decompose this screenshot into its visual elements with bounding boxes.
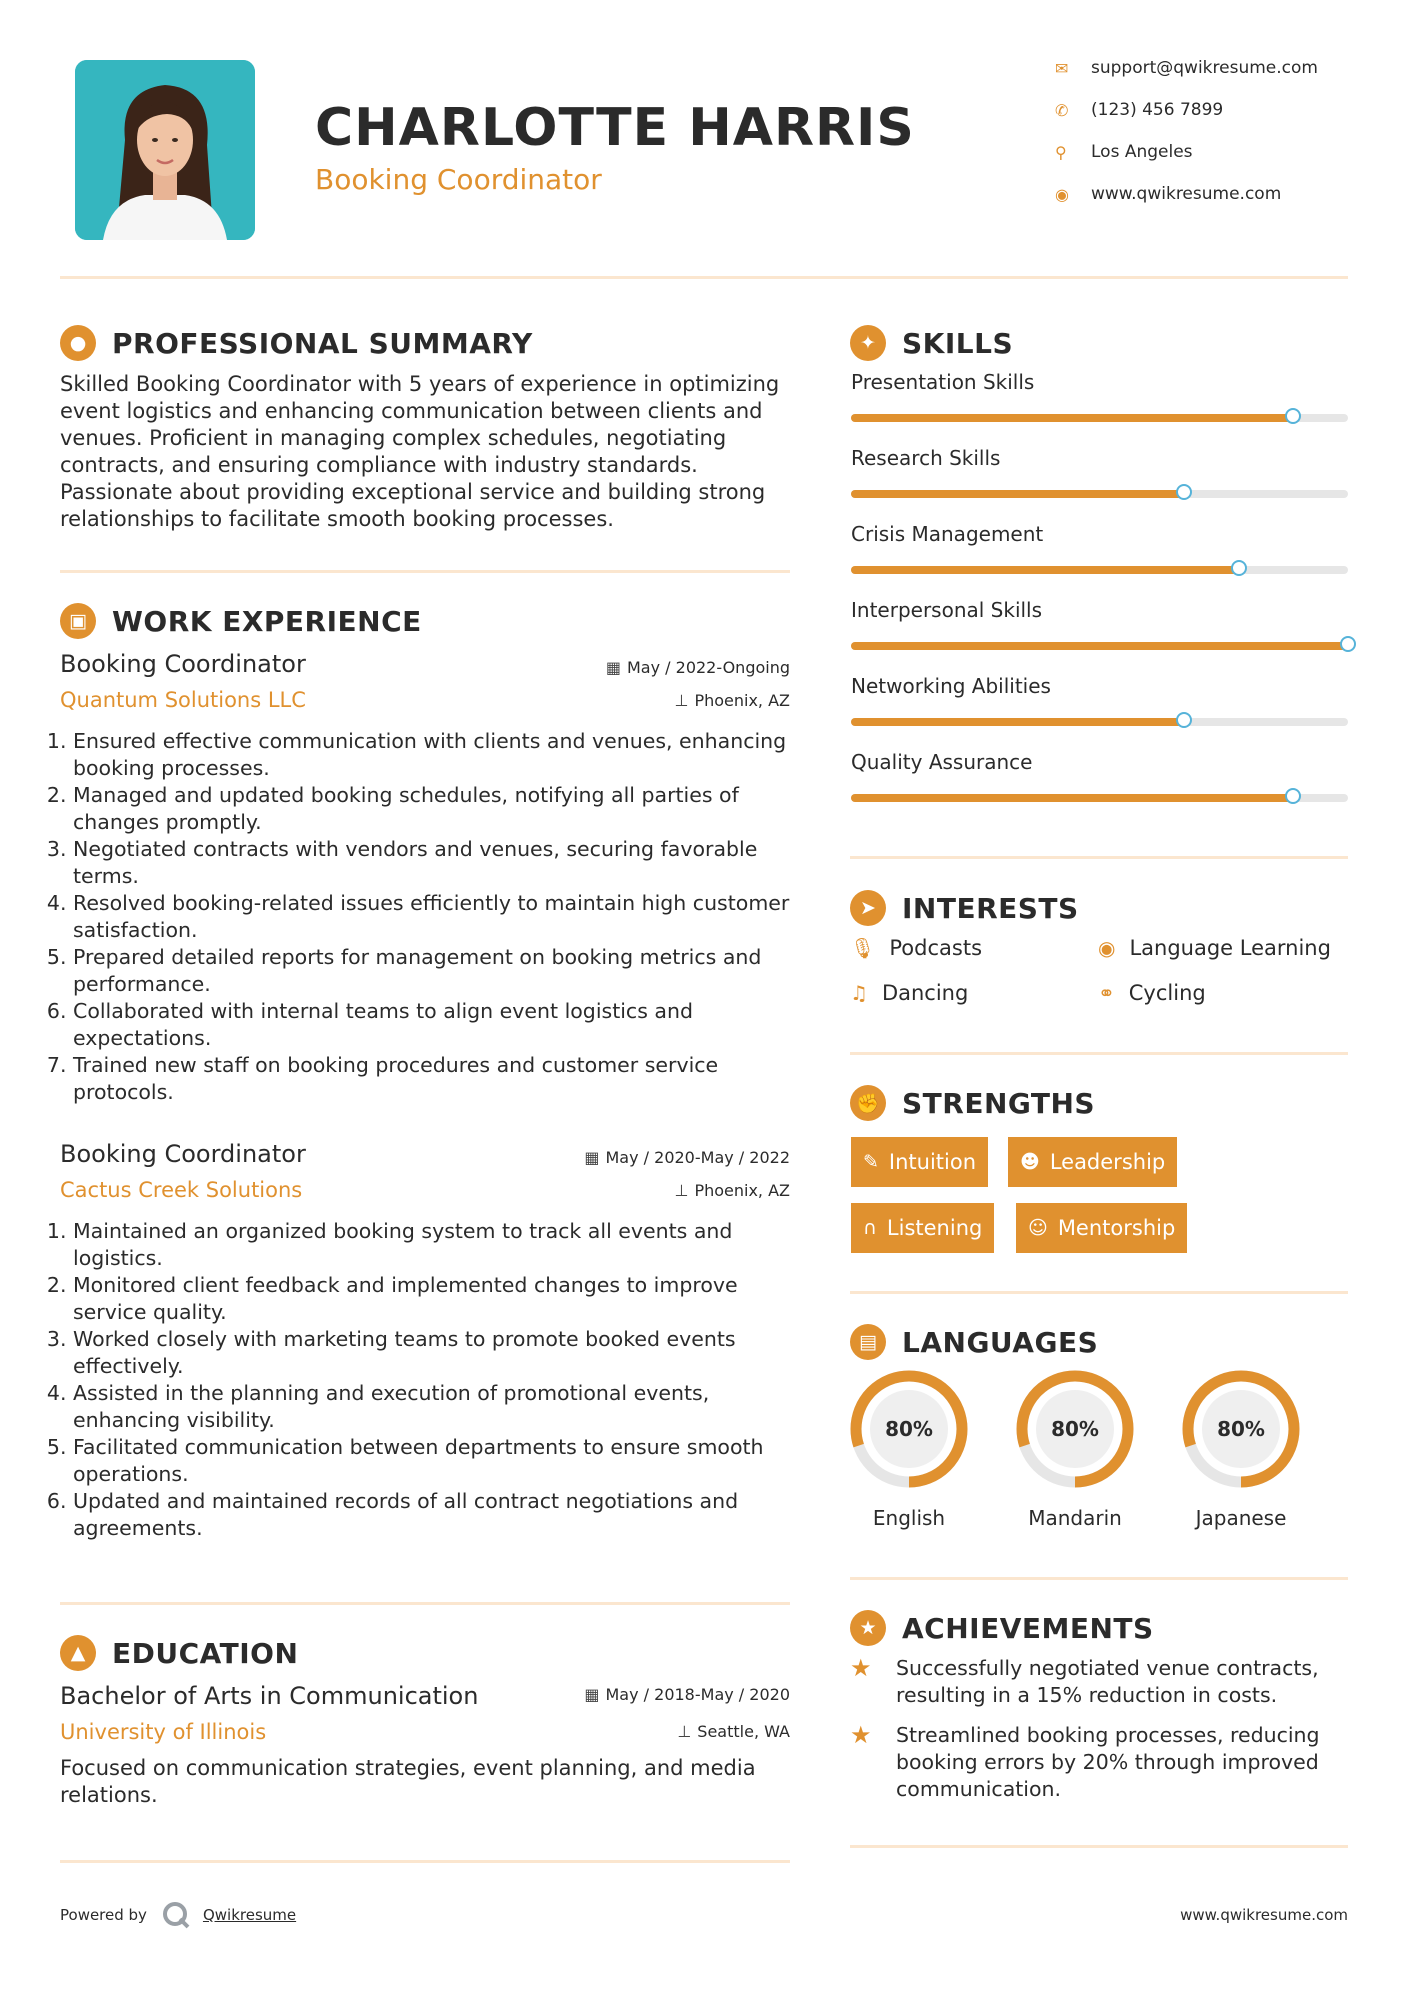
job-2-bullets bbox=[55, 1218, 795, 1542]
strength-label: Mentorship bbox=[1057, 1216, 1176, 1240]
user-plus-icon: ☺ bbox=[1028, 1217, 1048, 1239]
achievements-divider bbox=[850, 1845, 1348, 1848]
job-1-company: Quantum Solutions LLC bbox=[60, 688, 306, 712]
fist-icon: ✊ bbox=[850, 1085, 886, 1121]
language-percent: 80% bbox=[1051, 1417, 1099, 1441]
languages-title: LANGUAGES bbox=[902, 1325, 1099, 1359]
skill-label: Interpersonal Skills bbox=[851, 598, 1043, 622]
job-1-bullet: 1. Ensured effective communication with clients and venues, enhancing booking processes. bbox=[73, 728, 795, 782]
summary-header bbox=[60, 325, 533, 361]
interest-label: Podcasts bbox=[889, 936, 983, 960]
job-2-location-text: Phoenix, AZ bbox=[694, 1181, 790, 1200]
interest-language-learning bbox=[1098, 936, 1331, 960]
education-text: Focused on communication strategies, event planning, and media relations. bbox=[60, 1756, 756, 1807]
achievement-item bbox=[850, 1722, 1345, 1803]
strength-tag-intuition bbox=[851, 1137, 988, 1187]
job-1-date-text: May / 2022-Ongoing bbox=[627, 658, 790, 677]
job-1-location-text: Phoenix, AZ bbox=[694, 691, 790, 710]
job-2-bullet: 5. Facilitated communication between departments to ensure smooth operations. bbox=[73, 1434, 795, 1488]
experience-divider bbox=[60, 1602, 790, 1605]
powered-by-text: Powered by bbox=[60, 1906, 147, 1924]
job-1-bullet: 7. Trained new staff on booking procedures and customer service protocols. bbox=[73, 1052, 795, 1106]
skill-label: Presentation Skills bbox=[851, 370, 1035, 394]
globe-icon: ◉ bbox=[1055, 184, 1069, 204]
globe-icon: ◉ bbox=[1098, 936, 1116, 960]
skill-bar-knob bbox=[1176, 712, 1192, 728]
summary-text: Skilled Booking Coordinator with 5 years of experience in optimizing event logistics and enhancing communication between clients and venues. Proficient in managing complex schedules, negotiating contracts, and ensuring compliance with industry standards. Passionate about providing exceptional service and building strong relationships to facilitate smooth booking processes. bbox=[60, 372, 780, 531]
footer-powered-by bbox=[60, 1900, 296, 1930]
calendar-icon: ▦ bbox=[584, 1148, 600, 1167]
pin-icon: ⊥ bbox=[677, 1722, 692, 1741]
achievement-text: Streamlined booking processes, reducing booking errors by 20% through improved communication. bbox=[896, 1723, 1320, 1801]
achievements-header bbox=[850, 1610, 1154, 1646]
strengths-divider bbox=[850, 1291, 1348, 1294]
interest-label: Dancing bbox=[881, 981, 969, 1005]
job-2-date bbox=[584, 1148, 790, 1167]
language-card-icon: ▤ bbox=[850, 1324, 886, 1360]
skills-title: SKILLS bbox=[902, 326, 1014, 360]
map-pin-icon: ⚲ bbox=[1055, 142, 1067, 162]
skill-bar-fill bbox=[851, 414, 1293, 422]
strength-label: Listening bbox=[886, 1216, 983, 1240]
job-2-title: Booking Coordinator bbox=[60, 1140, 306, 1168]
language-ring bbox=[1015, 1369, 1135, 1489]
candidate-name: CHARLOTTE HARRIS bbox=[315, 98, 915, 158]
skill-bar-fill bbox=[851, 642, 1348, 650]
interest-label: Language Learning bbox=[1129, 936, 1331, 960]
pin-icon: ⊥ bbox=[674, 691, 689, 710]
interest-label: Cycling bbox=[1128, 981, 1206, 1005]
job-2-bullet: 6. Updated and maintained records of all contract negotiations and agreements. bbox=[73, 1488, 795, 1542]
language-ring bbox=[1181, 1369, 1301, 1489]
skill-bar bbox=[851, 566, 1348, 574]
contact-phone-text: (123) 456 7899 bbox=[1091, 100, 1224, 120]
summary-divider bbox=[60, 570, 790, 573]
experience-title: WORK EXPERIENCE bbox=[112, 604, 422, 638]
magic-wand-icon: ✎ bbox=[863, 1151, 879, 1173]
education-title: EDUCATION bbox=[112, 1636, 299, 1670]
languages-header bbox=[850, 1324, 1098, 1360]
summary-title: PROFESSIONAL SUMMARY bbox=[112, 326, 533, 360]
education-school: University of Illinois bbox=[60, 1720, 267, 1744]
microphone-icon: 🎙 bbox=[850, 936, 876, 960]
strengths-header bbox=[850, 1085, 1095, 1121]
education-date bbox=[584, 1685, 790, 1704]
skill-bar-knob bbox=[1340, 636, 1356, 652]
job-2-bullet: 1. Maintained an organized booking system to track all events and logistics. bbox=[73, 1218, 795, 1272]
interests-header bbox=[850, 890, 1079, 926]
job-1-title: Booking Coordinator bbox=[60, 650, 306, 678]
qwikresume-link[interactable]: Qwikresume bbox=[202, 1906, 297, 1924]
skill-bar-fill bbox=[851, 794, 1293, 802]
strength-tag-leadership bbox=[1008, 1137, 1177, 1187]
interests-title: INTERESTS bbox=[902, 891, 1079, 925]
education-divider bbox=[60, 1860, 790, 1863]
job-2-bullet: 3. Worked closely with marketing teams to promote booked events effectively. bbox=[73, 1326, 795, 1380]
pin-icon: ⊥ bbox=[674, 1181, 689, 1200]
interest-cycling bbox=[1098, 981, 1206, 1005]
contact-email-text: support@qwikresume.com bbox=[1091, 58, 1318, 78]
job-1-bullet: 2. Managed and updated booking schedules, notifying all parties of changes promptly. bbox=[73, 782, 795, 836]
strength-label: Intuition bbox=[888, 1150, 977, 1174]
languages-list bbox=[849, 1369, 1349, 1539]
skill-bar-knob bbox=[1176, 484, 1192, 500]
job-1-bullet: 4. Resolved booking-related issues efficiently to maintain high customer satisfaction. bbox=[73, 890, 795, 944]
skill-bar-knob bbox=[1231, 560, 1247, 576]
interests-divider bbox=[850, 1052, 1348, 1055]
candidate-role: Booking Coordinator bbox=[315, 163, 602, 196]
achievements-title: ACHIEVEMENTS bbox=[902, 1611, 1154, 1645]
header-divider bbox=[60, 276, 1348, 279]
graduation-cap-icon: ▲ bbox=[60, 1635, 96, 1671]
briefcase-icon: ▣ bbox=[60, 603, 96, 639]
job-2-date-text: May / 2020-May / 2022 bbox=[605, 1148, 790, 1167]
skill-bar bbox=[851, 718, 1348, 726]
skill-label: Crisis Management bbox=[851, 522, 1044, 546]
skill-bar bbox=[851, 414, 1348, 422]
contact-location bbox=[1055, 142, 1193, 162]
skill-bar bbox=[851, 490, 1348, 498]
contact-website-text: www.qwikresume.com bbox=[1091, 184, 1282, 204]
language-percent: 80% bbox=[885, 1417, 933, 1441]
education-location bbox=[677, 1722, 790, 1741]
language-label: Japanese bbox=[1195, 1506, 1287, 1530]
skill-bar-fill bbox=[851, 566, 1239, 574]
user-icon: ● bbox=[60, 325, 96, 361]
paper-plane-icon: ➤ bbox=[850, 890, 886, 926]
headphones-icon: ∩ bbox=[863, 1217, 877, 1239]
job-2-location bbox=[675, 1181, 791, 1200]
skill-bar-fill bbox=[851, 490, 1184, 498]
education-degree: Bachelor of Arts in Communication bbox=[60, 1682, 479, 1710]
skill-bar bbox=[851, 794, 1348, 802]
calendar-icon: ▦ bbox=[605, 658, 621, 677]
qwikresume-logo-icon bbox=[161, 1900, 191, 1930]
skills-list bbox=[850, 370, 1350, 820]
language-ring bbox=[849, 1369, 969, 1489]
bicycle-icon: ⚭ bbox=[1098, 981, 1115, 1005]
language-percent: 80% bbox=[1217, 1417, 1265, 1441]
languages-divider bbox=[850, 1577, 1348, 1580]
calendar-icon: ▦ bbox=[584, 1685, 600, 1704]
education-header bbox=[60, 1635, 298, 1671]
job-1-bullet: 5. Prepared detailed reports for management on booking metrics and performance. bbox=[73, 944, 795, 998]
contact-website[interactable] bbox=[1055, 184, 1281, 204]
skills-header bbox=[850, 325, 1013, 361]
achievement-text: Successfully negotiated venue contracts, resulting in a 15% reduction in costs. bbox=[896, 1656, 1319, 1707]
strengths-title: STRENGTHS bbox=[902, 1086, 1096, 1120]
phone-icon: ✆ bbox=[1055, 100, 1069, 120]
education-location-text: Seattle, WA bbox=[697, 1722, 790, 1741]
skill-label: Research Skills bbox=[851, 446, 1001, 470]
lightbulb-icon: ✦ bbox=[850, 325, 886, 361]
music-note-icon: ♫ bbox=[850, 981, 868, 1005]
language-label: Mandarin bbox=[1028, 1506, 1122, 1530]
education-date-text: May / 2018-May / 2020 bbox=[605, 1685, 790, 1704]
strength-tag-mentorship bbox=[1016, 1203, 1187, 1253]
contact-phone[interactable] bbox=[1055, 100, 1223, 120]
job-1-bullet: 3. Negotiated contracts with vendors and venues, securing favorable terms. bbox=[73, 836, 795, 890]
job-1-bullets bbox=[55, 728, 795, 1106]
skill-bar bbox=[851, 642, 1348, 650]
job-2-company: Cactus Creek Solutions bbox=[60, 1178, 303, 1202]
job-1-bullet: 6. Collaborated with internal teams to align event logistics and expectations. bbox=[73, 998, 795, 1052]
skill-label: Quality Assurance bbox=[851, 750, 1033, 774]
job-2-bullet: 4. Assisted in the planning and execution of promotional events, enhancing visibility. bbox=[73, 1380, 795, 1434]
profile-photo bbox=[75, 60, 255, 240]
users-icon: ☻ bbox=[1020, 1151, 1040, 1173]
contact-email[interactable] bbox=[1055, 58, 1318, 78]
skill-bar-knob bbox=[1285, 788, 1301, 804]
star-icon: ★ bbox=[850, 1654, 872, 1682]
skills-divider bbox=[850, 856, 1348, 859]
footer-site[interactable]: www.qwikresume.com bbox=[1180, 1906, 1348, 1924]
star-icon: ★ bbox=[850, 1721, 872, 1749]
job-1-date bbox=[606, 658, 790, 677]
skill-label: Networking Abilities bbox=[851, 674, 1051, 698]
interest-dancing bbox=[850, 981, 968, 1005]
contact-location-text: Los Angeles bbox=[1091, 142, 1193, 162]
job-1-location bbox=[675, 691, 791, 710]
language-label: English bbox=[872, 1506, 946, 1530]
skill-bar-fill bbox=[851, 718, 1184, 726]
achievement-item bbox=[850, 1655, 1345, 1709]
interest-podcasts bbox=[850, 936, 982, 960]
job-2-bullet: 2. Monitored client feedback and implemented changes to improve service quality. bbox=[73, 1272, 795, 1326]
experience-header bbox=[60, 603, 422, 639]
strength-label: Leadership bbox=[1049, 1150, 1166, 1174]
star-badge-icon: ★ bbox=[850, 1610, 886, 1646]
envelope-icon: ✉ bbox=[1055, 58, 1069, 78]
strength-tag-listening bbox=[851, 1203, 994, 1253]
skill-bar-knob bbox=[1285, 408, 1301, 424]
